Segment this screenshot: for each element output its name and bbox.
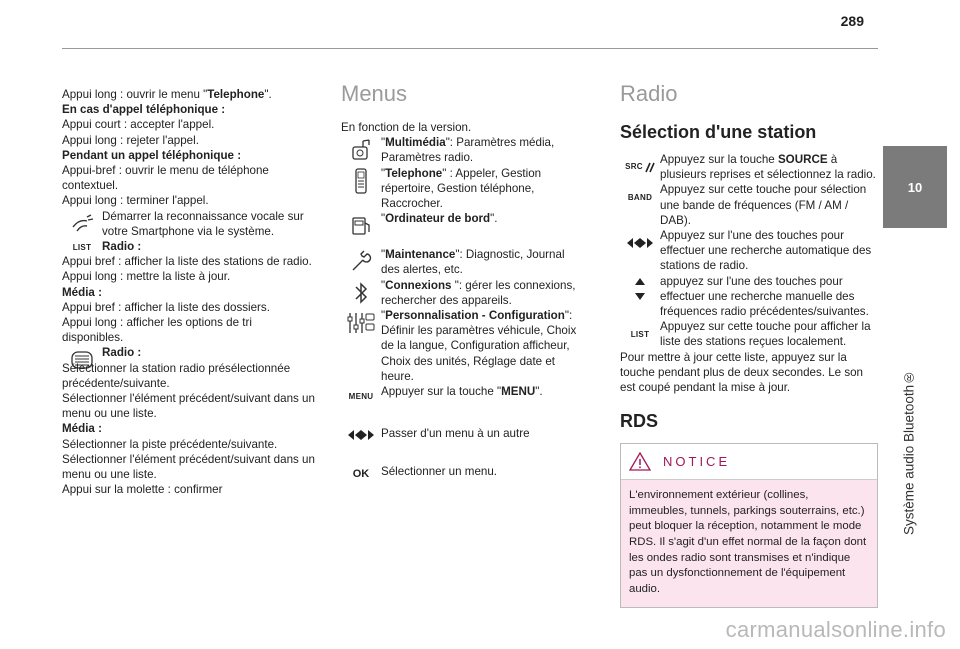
menu-connections-text: "Connexions ": gérer les connexions, rechercher des appareils. (381, 278, 576, 307)
seek-arrows-icon (620, 228, 660, 258)
menu-settings-row (341, 308, 581, 384)
left-right-arrows-icon (341, 420, 381, 450)
paragraph: Sélectionner l'élément précédent/suivant dans un menu ou une liste. (62, 392, 315, 421)
chapter-title: Système audio Bluetooth® (901, 369, 917, 535)
band-button-icon: BAND (627, 192, 653, 202)
menu-telephone-text: "Telephone" : Appeler, Gestion répertoire, Gestion téléphone, Raccrocher. (381, 166, 542, 211)
arrows-text: Passer d'un menu à un autre (381, 427, 530, 441)
list-button-icon: LIST (630, 329, 650, 339)
maintenance-icon (341, 247, 381, 277)
rds-heading: RDS (620, 411, 659, 432)
page-number: 289 (840, 13, 864, 29)
menu-trip-computer-text: "Ordinateur de bord". (381, 212, 498, 226)
manual-text: appuyez sur l'une des touches pour effectuer une recherche manuelle des fréquences radio précédentes/suivantes. (660, 274, 869, 319)
menu-settings-text: "Personnalisation - Configuration": Définir les paramètres véhicule, Choix de la langue, Configuration afficheur, Choix des unités, Réglage date et heure. (381, 309, 577, 383)
list-row (62, 239, 316, 269)
menu-maintenance-text: "Maintenance": Diagnostic, Journal des alertes, etc. (381, 248, 565, 277)
arrows-row (341, 420, 581, 450)
menus-intro: En fonction de la version. (341, 121, 472, 134)
telephone-icon (341, 166, 381, 196)
column-right (620, 80, 876, 608)
seek-row (620, 228, 876, 274)
list-text: Appuyez sur cette touche pour afficher la liste des stations reçues localement. (660, 320, 871, 349)
band-text: Appuyez sur cette touche pour sélection une bande de fréquences (FM / AM / DAB). (660, 183, 867, 227)
manual-row (620, 274, 876, 320)
notice-box (620, 443, 878, 608)
menu-button-text: Appuyer sur la touche "MENU". (381, 385, 543, 399)
menu-connections-row (341, 278, 581, 308)
menu-telephone-row (341, 166, 581, 212)
paragraph: Appui long : afficher les options de tri disponibles. (62, 316, 252, 345)
list-button-icon: LIST (72, 243, 92, 253)
paragraph: Appui-bref : ouvrir le menu de téléphone contextuel. (62, 164, 269, 193)
paragraph: Appui long : rejeter l'appel. (62, 133, 199, 147)
list-row (620, 319, 876, 349)
header-rule (62, 48, 878, 49)
paragraph: Appui long : ouvrir le menu "Telephone". (62, 88, 272, 101)
heading-incoming-call: En cas d'appel téléphonique : (62, 103, 226, 117)
update-text: Pour mettre à jour cette liste, appuyez sur la touche pendant plus de deux secondes. Le son est coupé pendant la mise à jour. (620, 350, 864, 395)
notice-header (621, 444, 877, 480)
band-row (620, 182, 876, 228)
menu-multimedia-text: "Multimédia": Paramètres média, Paramètres radio. (381, 136, 555, 165)
radio-heading: Radio : (102, 346, 142, 360)
paragraph: Appui court : accepter l'appel. (62, 118, 215, 132)
media-heading: Média : (62, 285, 102, 299)
voice-row (62, 209, 316, 239)
paragraph: Sélectionner la piste précédente/suivante. (62, 437, 278, 451)
radio-heading: Radio : (102, 240, 142, 254)
menu-multimedia-row (341, 135, 581, 165)
chapter-tab[interactable] (883, 146, 947, 228)
ok-button-icon: OK (352, 468, 370, 481)
radio-list-text: Appui bref : afficher la liste des stations de radio. (62, 255, 312, 269)
source-button-icon: SRC (620, 152, 660, 182)
up-down-arrows-icon (620, 274, 660, 304)
menu-maintenance-row (341, 247, 581, 277)
media-heading: Média : (62, 422, 102, 436)
ok-row (341, 460, 581, 490)
ok-text: Sélectionner un menu. (381, 465, 498, 479)
trip-computer-icon (341, 211, 381, 241)
source-row (620, 152, 876, 182)
warning-icon (629, 452, 651, 471)
notice-title: NOTICE (663, 454, 731, 470)
wheel-row (62, 345, 316, 391)
station-selection-heading: Sélection d'une station (620, 122, 817, 142)
radio-wheel-text: Sélectionner la station radio présélectionnée précédente/suivante. (62, 361, 291, 390)
notice-text: L'environnement extérieur (collines, immeubles, tunnels, parkings souterrains, etc.) peut bloquer la réception, notamment le mode RDS. Il s'agit d'un effet normal de la façon dont les ondes radio sont transmises et n'indique pas un dysfonctionnement de l'équipement audio. (621, 480, 877, 607)
menu-button-row (341, 384, 581, 410)
bluetooth-icon (341, 278, 381, 308)
chapter-number: 10 (907, 179, 923, 195)
voice-text: Démarrer la reconnaissance vocale sur votre Smartphone via le système. (102, 209, 304, 238)
column-middle (341, 80, 581, 490)
source-text: Appuyez sur la touche SOURCE à plusieurs reprises et sélectionnez la radio. (660, 153, 876, 182)
paragraph: Appui long : terminer l'appel. (62, 194, 209, 208)
menu-trip-computer-row (341, 211, 581, 241)
heading-during-call: Pendant un appel téléphonique : (62, 148, 242, 162)
multimedia-icon (341, 135, 381, 165)
paragraph: Sélectionner l'élément précédent/suivant dans un menu ou une liste. (62, 452, 315, 482)
seek-text: Appuyez sur l'une des touches pour effectuer une recherche automatique des stations de radio. (660, 229, 872, 273)
paragraph: Appui long : mettre la liste à jour. (62, 270, 231, 284)
paragraph: Appui bref : afficher la liste des dossiers. (62, 300, 270, 314)
voice-command-icon (62, 209, 102, 239)
settings-icon (341, 308, 381, 338)
column-left (62, 87, 316, 497)
paragraph: Appui sur la molette : confirmer (62, 483, 223, 497)
menus-title: Menus (341, 81, 408, 106)
radio-title: Radio (620, 81, 678, 106)
watermark: carmanualsonline.info (725, 617, 946, 642)
menu-button-icon: MENU (348, 392, 374, 402)
